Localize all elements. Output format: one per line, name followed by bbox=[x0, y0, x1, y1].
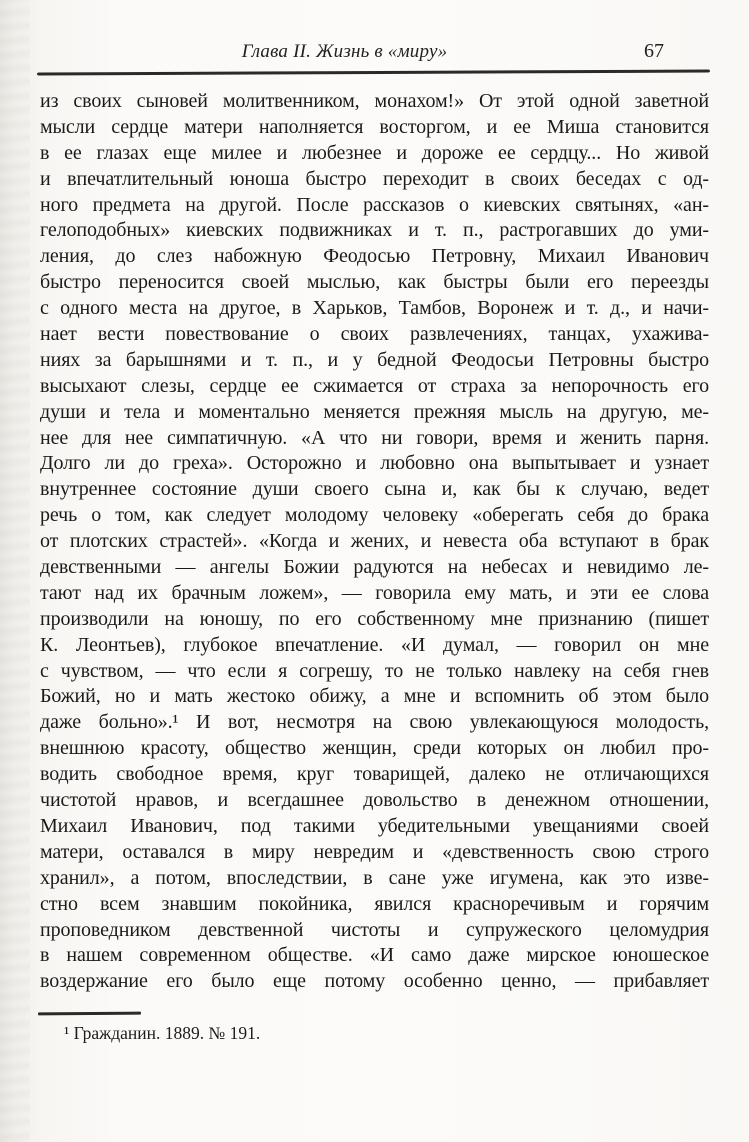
text-line: в ее глазах еще милее и любезнее и дороже ее сердцу... Но живой bbox=[40, 141, 709, 164]
body-text bbox=[40, 89, 709, 995]
footnote-rule bbox=[38, 1012, 141, 1015]
text-line: души и тела и моментально меняется прежняя мысль на другую, ме- bbox=[40, 400, 709, 423]
text-line: нает вести повествование о своих развлечениях, танцах, ухажива- bbox=[40, 323, 709, 346]
text-line: тают над их брачным ложем», — говорила ему мать, и эти ее слова bbox=[40, 581, 709, 604]
text-line: с одного места на другое, в Харьков, Тамбов, Воронеж и т. д., и начи- bbox=[40, 297, 709, 320]
text-line: нее для нее симпатичную. «А что ни говори, время и женить парня. bbox=[40, 426, 709, 449]
text-line: водить свободное время, круг товарищей, далеко не отличающихся bbox=[40, 763, 709, 786]
text-line: К. Леонтьев), глубокое впечатление. «И думал, — говорил он мне bbox=[40, 633, 709, 656]
page-number: 67 bbox=[644, 40, 664, 62]
text-line: девственными — ангелы Божии радуются на небесах и невидимо ле- bbox=[40, 556, 709, 579]
text-line: ного предмета на другой. После рассказов о киевских святынях, «ан- bbox=[40, 193, 709, 216]
text-line: речь о том, как следует молодому человеку «оберегать себя до брака bbox=[40, 504, 709, 527]
text-line: чистотой нравов, и всегдашнее довольство в денежном отношении, bbox=[40, 789, 709, 812]
text-line: от плотских страстей». «Когда и жених, и невеста оба вступают в брак bbox=[40, 530, 709, 553]
header-rule bbox=[37, 70, 710, 76]
text-line: из своих сыновей молитвенником, монахом!» От этой одной заветной bbox=[40, 90, 709, 112]
text-line: мысли сердце матери наполняется восторгом, и ее Миша становится bbox=[40, 115, 709, 138]
text-line: стно всем знавшим покойника, явился красноречивым и горячим bbox=[40, 892, 709, 915]
text-line: высыхают слезы, сердце ее сжимается от страха за непорочность его bbox=[40, 374, 709, 397]
text-line: Долго ли до греха». Осторожно и любовно она выпытывает и узнает bbox=[40, 452, 709, 475]
text-line: Михаил Иванович, под такими убедительными увещаниями своей bbox=[40, 814, 709, 837]
text-line: внешнюю красоту, общество женщин, среди которых он любил про- bbox=[40, 737, 709, 760]
text-line: проповедником девственной чистоты и супружеского целомудрия bbox=[40, 918, 709, 941]
text-line: внутреннее состояние души своего сына и, как бы к случаю, ведет bbox=[40, 478, 709, 501]
text-line: хранил», а потом, впоследствии, в сане уже игумена, как это изве- bbox=[40, 866, 709, 889]
text-line: быстро переносится своей мыслью, как быстры были его переезды bbox=[40, 271, 709, 294]
text-line: с чувством, — что если я согрешу, то не только навлеку на себя гнев bbox=[40, 659, 709, 682]
text-line: производили на юношу, по его собственному мне признанию (пишет bbox=[40, 607, 709, 630]
running-head: Глава II. Жизнь в «миру» bbox=[241, 41, 448, 62]
text-line: Божий, но и мать жестоко обижу, а мне и вспомнить об этом было bbox=[40, 685, 709, 708]
text-line: и впечатлительный юноша быстро переходит в своих беседах с од- bbox=[40, 167, 709, 190]
text-line: матери, оставался в миру невредим и «девственность свою строго bbox=[40, 840, 709, 863]
text-line: воздержание его было еще потому особенно ценно, — прибавляет bbox=[40, 970, 709, 993]
text-line: в нашем современном обществе. «И само даже мирское юношеское bbox=[40, 944, 709, 967]
text-line: гелоподобных» киевских подвижниках и т. п., растрогавших до уми- bbox=[40, 219, 709, 242]
text-line: даже больно».¹ И вот, несмотря на свою увлекающуюся молодость, bbox=[40, 711, 709, 734]
footnote: ¹ Гражданин. 1889. № 191. bbox=[64, 1023, 261, 1043]
text-line: ления, до слез набожную Феодосью Петровну, Михаил Иванович bbox=[40, 245, 709, 268]
text-line: ниях за барышнями и т. п., и у бедной Феодосьи Петровны быстро bbox=[40, 348, 709, 371]
